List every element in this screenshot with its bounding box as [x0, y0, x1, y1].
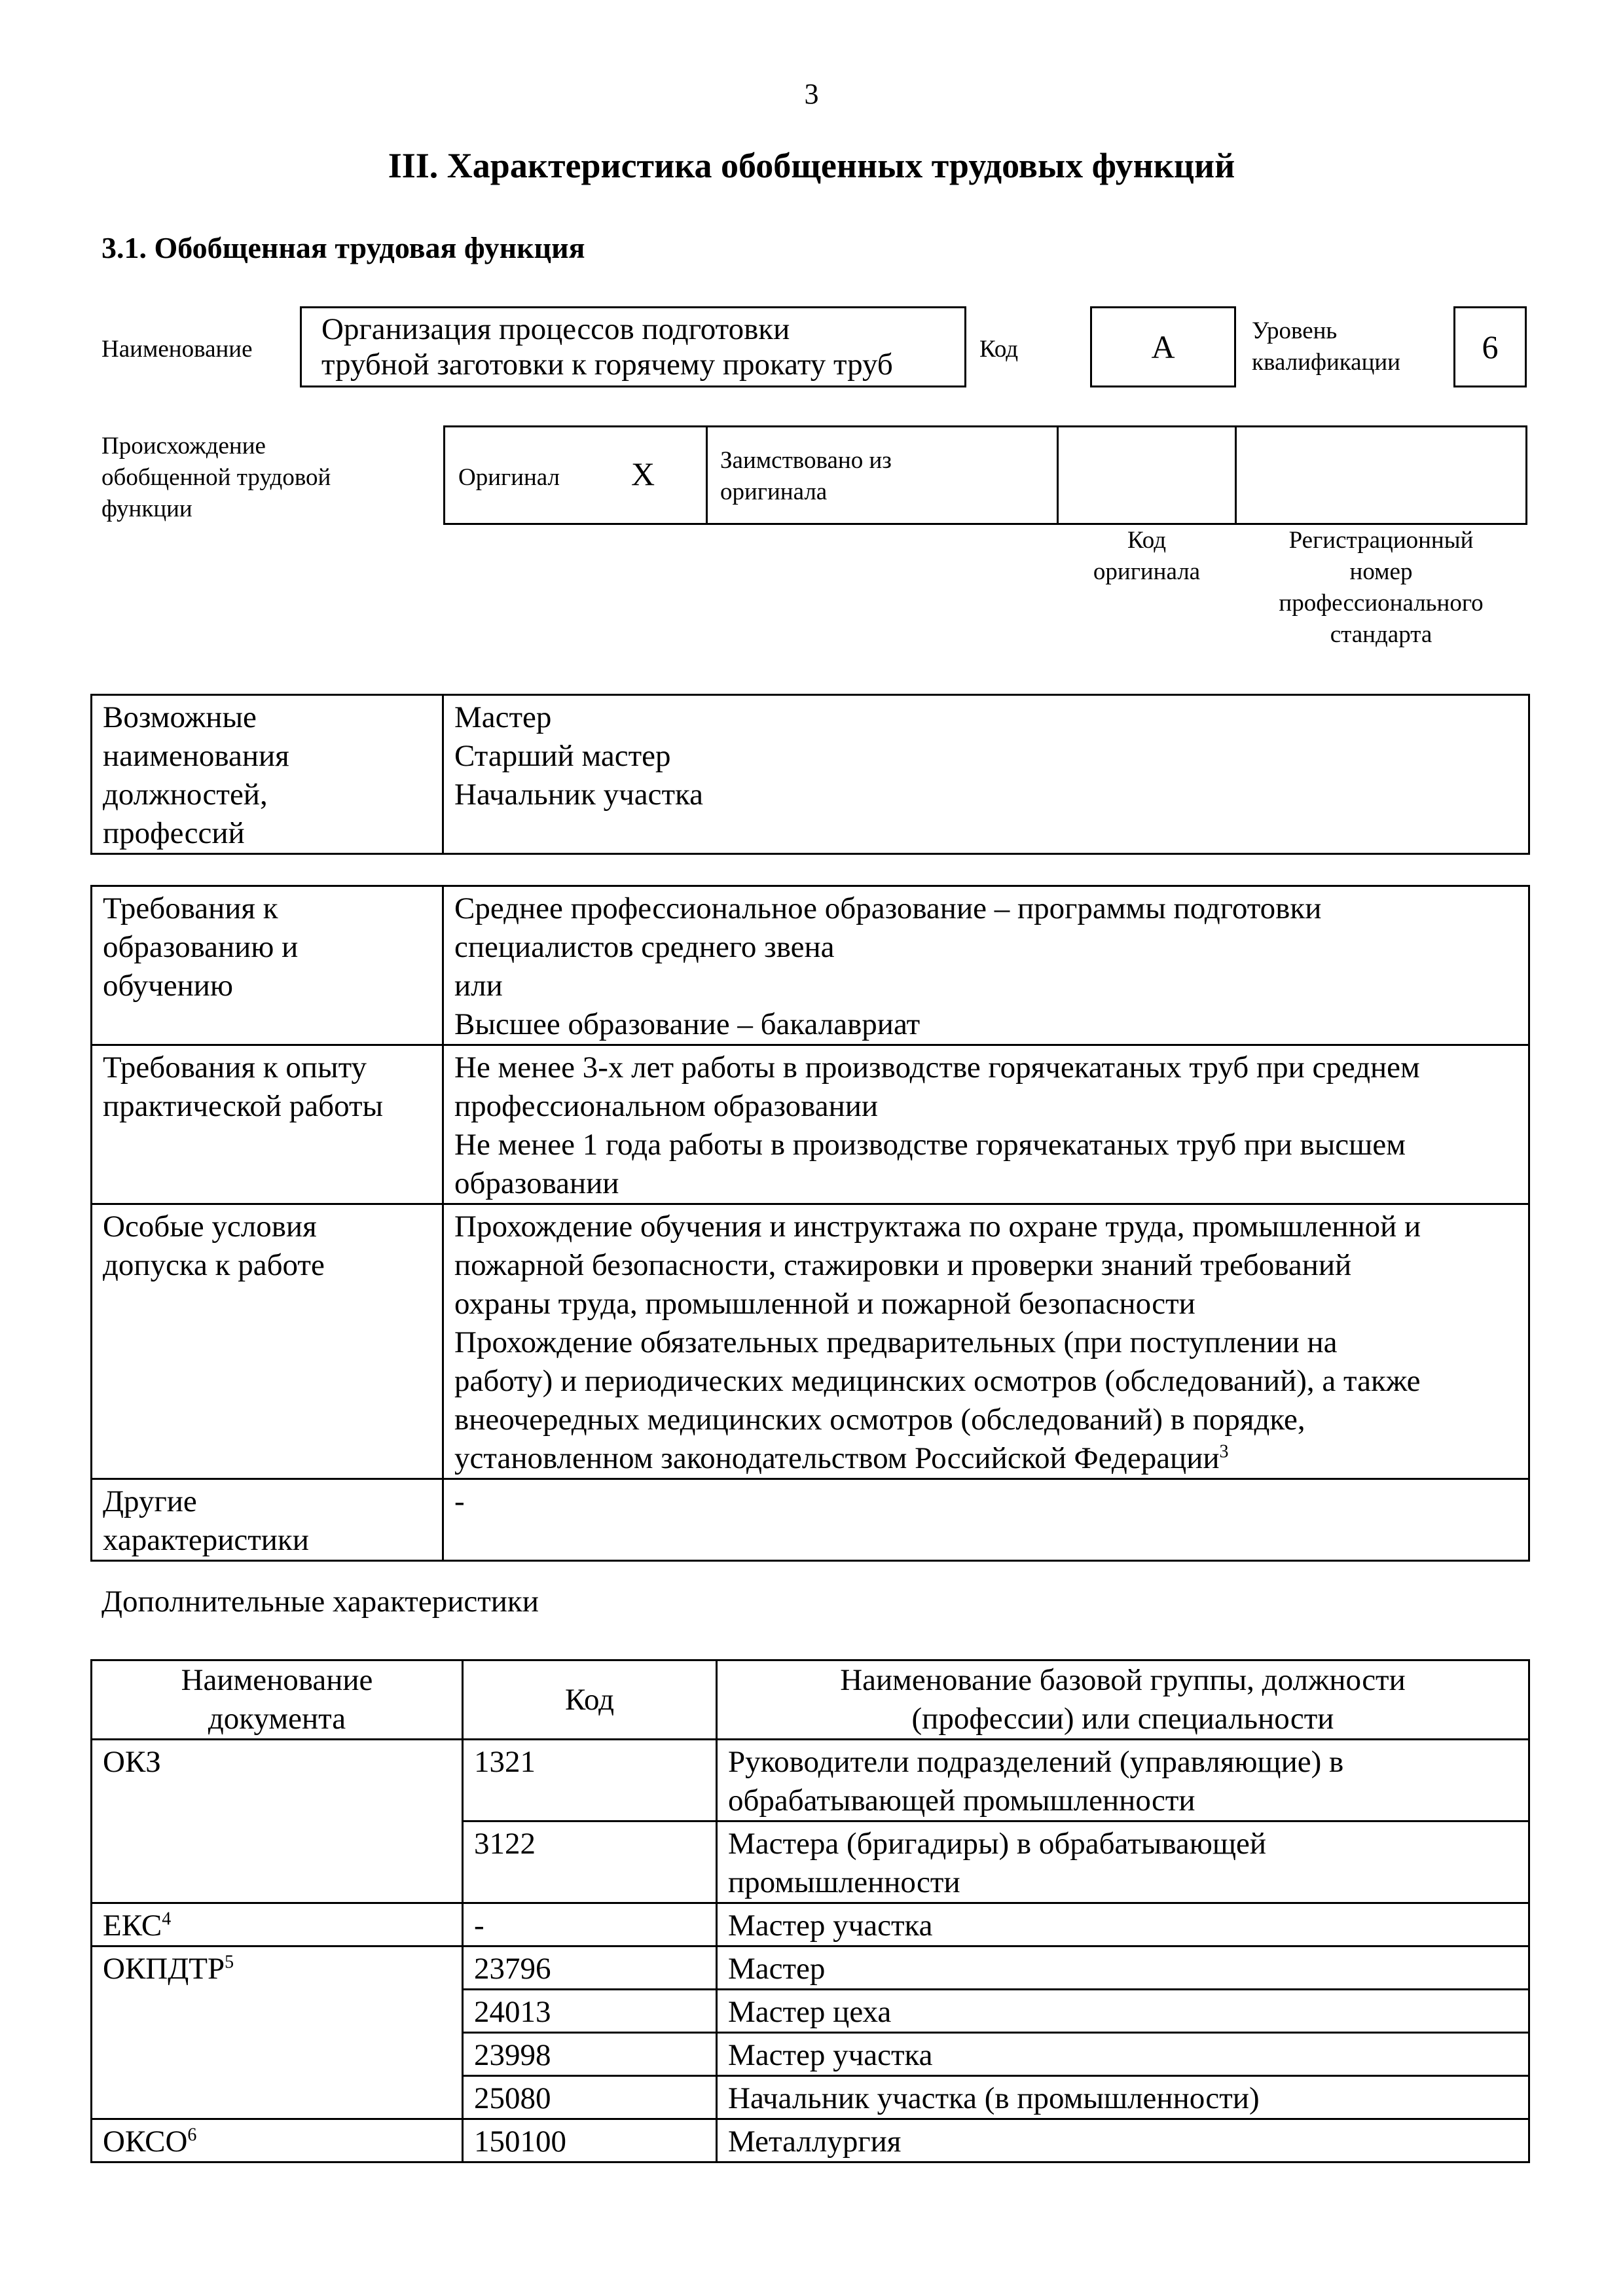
- doc-cell: ЕКС$^4$: [92, 1903, 463, 1946]
- level-value-box: 6: [1453, 306, 1527, 387]
- code-cell: 23796: [463, 1946, 717, 1990]
- doc-cell: ОКЗ: [92, 1740, 463, 1903]
- table-row: [92, 1903, 1529, 1946]
- name-label: Наименование: [101, 336, 253, 363]
- name-cell: Мастер участка: [717, 1903, 1529, 1946]
- position-item: Начальник участка: [454, 778, 703, 812]
- name-cell: Начальник участка (в промышленности): [717, 2076, 1529, 2119]
- requirement-value: Среднее профессиональное образование – программы подготовки специалистов среднего звена или Высшее образование – бакалавриат: [443, 886, 1529, 1045]
- code-cell: -: [463, 1903, 717, 1946]
- subsection-title: 3.1. Обобщенная трудовая функция: [101, 231, 585, 264]
- page-number: 3: [804, 78, 819, 110]
- additional-table: [90, 1659, 1530, 2163]
- code-caption-line2: оригинала: [1093, 558, 1201, 585]
- requirement-value: Прохождение обучения и инструктажа по охране труда, промышленной и пожарной безопасности, стажировки и проверки знаний требований охраны труда, промышленной и пожарной безопасности Прохождение обязательных предварительных (при поступлении на работу) и периодических медицинских осмотров (обследований), а также внеочередных медицинских осмотров (обследований) в порядке, установленном законодательством Российской Федерации$^3$: [443, 1204, 1529, 1479]
- position-item: Старший мастер: [454, 739, 671, 773]
- name-cell: Мастер участка: [717, 2033, 1529, 2076]
- requirement-label: Другие характеристики: [92, 1479, 443, 1561]
- name-cell: Металлургия: [717, 2119, 1529, 2162]
- name-cell: Мастера (бригадиры) в обрабатывающей промышленности: [717, 1821, 1529, 1903]
- code-cell: 150100: [463, 2119, 717, 2162]
- level-label-line2: квалификации: [1252, 349, 1400, 376]
- original-label: Оригинал: [458, 464, 560, 491]
- header-group: Наименование базовой группы, должности (профессии) или специальности: [717, 1660, 1529, 1740]
- origin-label-line1: Происхождение: [101, 433, 266, 459]
- additional-title: Дополнительные характеристики: [101, 1585, 539, 1619]
- positions-table: [90, 694, 1530, 855]
- requirements-table: [90, 885, 1530, 1562]
- origin-divider-2: [1057, 425, 1059, 525]
- doc-cell: ОКПДТР$^5$: [92, 1946, 463, 2119]
- footnote-ref: 3: [1219, 1441, 1229, 1462]
- origin-label-line2: обобщенной трудовой: [101, 464, 331, 491]
- table-row: [92, 1946, 1529, 1990]
- table-row: [92, 1740, 1529, 1821]
- table-row: [92, 2119, 1529, 2162]
- section-title: III. Характеристика обобщенных трудовых функций: [388, 146, 1235, 185]
- reg-caption-line3: профессионального: [1279, 590, 1484, 617]
- header-doc: Наименование документа: [92, 1660, 463, 1740]
- name-cell: Мастер: [717, 1946, 1529, 1990]
- borrowed-line1: Заимствовано из: [720, 447, 892, 474]
- position-item: Мастер: [454, 700, 552, 734]
- code-value-box: А: [1090, 306, 1236, 387]
- additional-header-row: [92, 1660, 1529, 1740]
- requirement-value: -: [443, 1479, 1529, 1561]
- name-value-box: [300, 306, 966, 387]
- name-cell: Мастер цеха: [717, 1990, 1529, 2033]
- requirement-label: Требования к опыту практической работы: [92, 1045, 443, 1204]
- code-cell: 25080: [463, 2076, 717, 2119]
- level-label-line1: Уровень: [1252, 317, 1338, 344]
- requirement-label: Требования к образованию и обучению: [92, 886, 443, 1045]
- requirements-row-experience: [92, 1045, 1529, 1204]
- requirement-label: Особые условия допуска к работе: [92, 1204, 443, 1479]
- name-value-line1: Организация процессов подготовки: [321, 312, 790, 346]
- name-value-line2: трубной заготовки к горячему прокату труб: [321, 348, 893, 382]
- borrowed-line2: оригинала: [720, 478, 828, 505]
- origin-box: [443, 425, 1527, 525]
- origin-divider-1: [706, 425, 708, 525]
- code-cell: 23998: [463, 2033, 717, 2076]
- name-cell: Руководители подразделений (управляющие) в обрабатывающей промышленности: [717, 1740, 1529, 1821]
- code-caption-line1: Код: [1127, 527, 1167, 554]
- reg-caption-line1: Регистрационный: [1288, 527, 1474, 554]
- code-cell: 1321: [463, 1740, 717, 1821]
- positions-label: Возможные наименования должностей, профессий: [92, 695, 443, 854]
- origin-label-line3: функции: [101, 495, 192, 522]
- reg-caption-line2: номер: [1349, 558, 1413, 585]
- code-cell: 3122: [463, 1821, 717, 1903]
- requirements-row-education: [92, 886, 1529, 1045]
- requirement-value: Не менее 3-х лет работы в производстве горячекатаных труб при среднем профессиональном образовании Не менее 1 года работы в производстве горячекатаных труб при высшем образовании: [443, 1045, 1529, 1204]
- reg-caption-line4: стандарта: [1330, 621, 1432, 648]
- header-code: Код: [463, 1660, 717, 1740]
- requirements-row-special: [92, 1204, 1529, 1479]
- code-label: Код: [979, 336, 1019, 363]
- origin-divider-3: [1235, 425, 1237, 525]
- positions-values: [443, 695, 1529, 854]
- requirements-row-other: [92, 1479, 1529, 1561]
- code-cell: 24013: [463, 1990, 717, 2033]
- doc-cell: ОКСО$^6$: [92, 2119, 463, 2162]
- original-mark: Х: [631, 456, 655, 492]
